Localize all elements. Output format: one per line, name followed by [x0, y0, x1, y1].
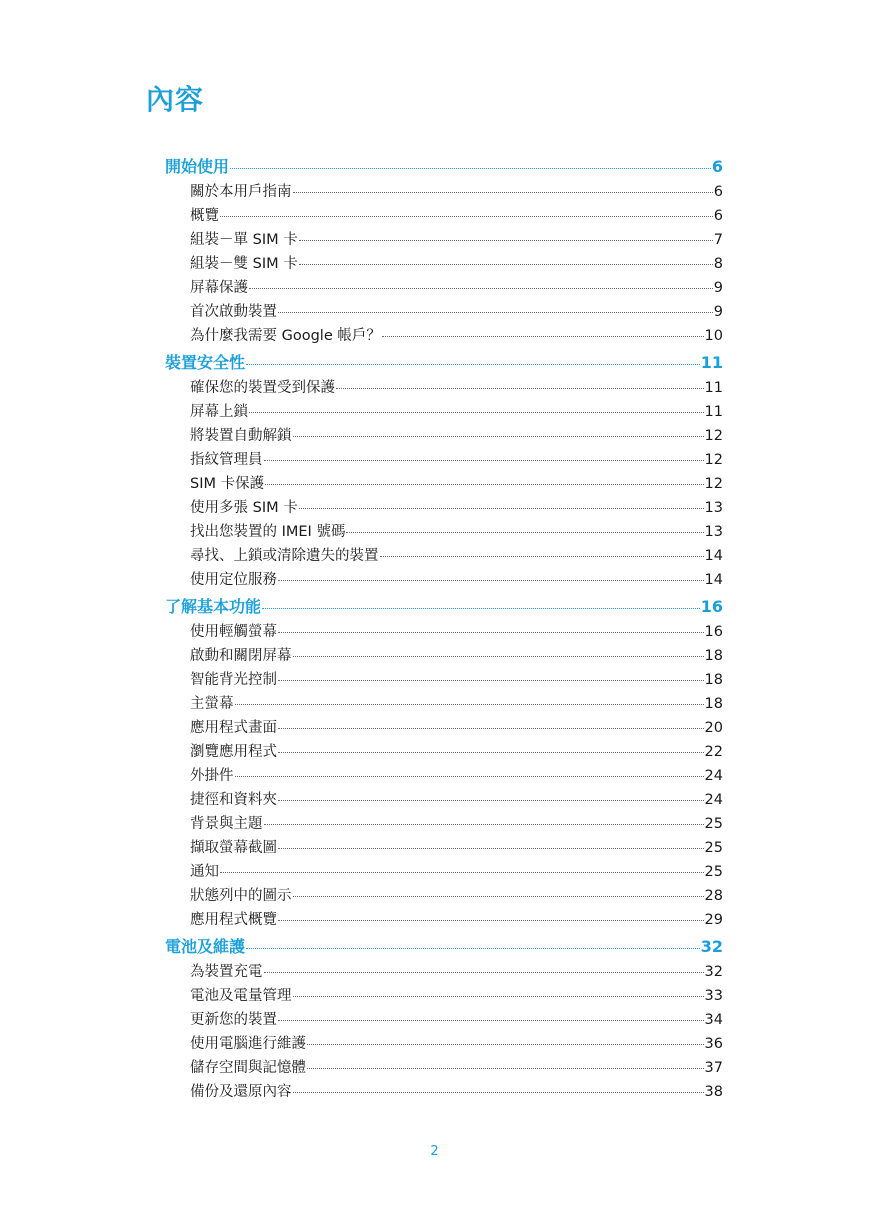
dot-leader: [299, 264, 713, 265]
entry-page: 13: [704, 500, 723, 516]
dot-leader: [246, 364, 700, 365]
dot-leader: [278, 800, 704, 801]
entry-title: 捷徑和資料夾: [190, 792, 277, 808]
dot-leader: [278, 920, 704, 921]
chapter-title: 裝置安全性: [165, 353, 246, 372]
dot-leader: [278, 680, 704, 681]
dot-leader: [307, 1068, 704, 1069]
entry-title: 應用程式畫面: [190, 720, 277, 736]
entry-page: 12: [704, 452, 723, 468]
toc-chapter[interactable]: [165, 934, 723, 960]
dot-leader: [293, 1092, 704, 1093]
entry-page: 24: [704, 792, 723, 808]
chapter-page: 32: [700, 937, 723, 956]
toc-chapter[interactable]: [165, 154, 723, 180]
toc-entry[interactable]: [165, 764, 723, 788]
entry-page: 6: [713, 208, 723, 224]
entry-title: 屏幕保護: [190, 280, 248, 296]
entry-page: 9: [713, 304, 723, 320]
dot-leader: [278, 752, 704, 753]
entry-title: 使用多張 SIM 卡: [190, 500, 298, 516]
toc-entry[interactable]: [165, 376, 723, 400]
entry-title: 關於本用戶指南: [190, 184, 292, 200]
dot-leader: [278, 728, 704, 729]
entry-title: 背景與主題: [190, 816, 263, 832]
toc-chapter[interactable]: [165, 350, 723, 376]
entry-title: 外掛件: [190, 768, 234, 784]
entry-title: 智能背光控制: [190, 672, 277, 688]
page-number: 2: [430, 1144, 439, 1159]
toc-entry[interactable]: [165, 448, 723, 472]
entry-title: 瀏覽應用程式: [190, 744, 277, 760]
entry-title: 通知: [190, 864, 219, 880]
entry-page: 14: [704, 572, 723, 588]
toc-entry[interactable]: [165, 1080, 723, 1104]
toc-entry[interactable]: [165, 692, 723, 716]
dot-leader: [336, 388, 704, 389]
dot-leader: [230, 168, 711, 169]
toc-entry[interactable]: [165, 276, 723, 300]
entry-title: 確保您的裝置受到保護: [190, 380, 335, 396]
dot-leader: [265, 484, 703, 485]
entry-page: 11: [704, 380, 723, 396]
chapter-title: 電池及維護: [165, 937, 246, 956]
entry-page: 36: [704, 1036, 723, 1052]
entry-page: 16: [704, 624, 723, 640]
chapter-page: 6: [711, 157, 723, 176]
dot-leader: [220, 872, 704, 873]
entry-page: 6: [713, 184, 723, 200]
dot-leader: [293, 896, 704, 897]
entry-page: 25: [704, 816, 723, 832]
entry-page: 18: [704, 648, 723, 664]
toc-entry[interactable]: [165, 496, 723, 520]
toc-section: [165, 350, 723, 592]
toc-entry[interactable]: [165, 300, 723, 324]
entry-title: 屏幕上鎖: [190, 404, 248, 420]
entry-page: 12: [704, 428, 723, 444]
entry-title: 概覽: [190, 208, 219, 224]
entry-title: 狀態列中的圖示: [190, 888, 292, 904]
toc-entry[interactable]: [165, 204, 723, 228]
dot-leader: [346, 532, 703, 533]
toc-entry[interactable]: [165, 544, 723, 568]
table-of-contents: [165, 154, 723, 1104]
dot-leader: [264, 972, 704, 973]
toc-entry[interactable]: [165, 324, 723, 348]
toc-entry[interactable]: [165, 620, 723, 644]
dot-leader: [278, 580, 704, 581]
dot-leader: [246, 948, 700, 949]
dot-leader: [293, 192, 713, 193]
toc-section: [165, 934, 723, 1104]
toc-entry[interactable]: [165, 424, 723, 448]
toc-entry[interactable]: [165, 568, 723, 592]
dot-leader: [293, 996, 704, 997]
dot-leader: [293, 436, 704, 437]
entry-title: 使用電腦進行維護: [190, 1036, 306, 1052]
entry-title: 為裝置充電: [190, 964, 263, 980]
dot-leader: [235, 704, 704, 705]
entry-title: 備份及還原內容: [190, 1084, 292, 1100]
entry-title: 尋找、上鎖或清除遺失的裝置: [190, 548, 379, 564]
entry-page: 20: [704, 720, 723, 736]
dot-leader: [264, 460, 704, 461]
entry-page: 24: [704, 768, 723, 784]
toc-entry[interactable]: [165, 908, 723, 932]
page-title: 內容: [146, 83, 205, 116]
entry-title: 啟動和關閉屏幕: [190, 648, 292, 664]
toc-entry[interactable]: [165, 740, 723, 764]
chapter-page: 11: [700, 353, 723, 372]
entry-page: 14: [704, 548, 723, 564]
entry-page: 37: [704, 1060, 723, 1076]
entry-title: 應用程式概覽: [190, 912, 277, 928]
entry-page: 33: [704, 988, 723, 1004]
entry-page: 25: [704, 840, 723, 856]
dot-leader: [380, 556, 704, 557]
entry-title: 更新您的裝置: [190, 1012, 277, 1028]
toc-entry[interactable]: [165, 472, 723, 496]
toc-section: [165, 594, 723, 932]
toc-entry[interactable]: [165, 860, 723, 884]
entry-page: 7: [713, 232, 723, 248]
entry-title: 擷取螢幕截圖: [190, 840, 277, 856]
entry-title: 主螢幕: [190, 696, 234, 712]
entry-title: 將裝置自動解鎖: [190, 428, 292, 444]
dot-leader: [249, 412, 704, 413]
toc-entry[interactable]: [165, 984, 723, 1008]
toc-entry[interactable]: [165, 180, 723, 204]
entry-page: 12: [704, 476, 723, 492]
toc-entry[interactable]: [165, 252, 723, 276]
toc-entry[interactable]: [165, 1008, 723, 1032]
entry-title: 組裝－單 SIM 卡: [190, 232, 298, 248]
toc-entry[interactable]: [165, 228, 723, 252]
toc-entry[interactable]: [165, 716, 723, 740]
toc-entry[interactable]: [165, 812, 723, 836]
entry-title: SIM 卡保護: [190, 476, 265, 492]
entry-page: 28: [704, 888, 723, 904]
dot-leader: [278, 632, 704, 633]
dot-leader: [249, 288, 713, 289]
dot-leader: [220, 216, 713, 217]
dot-leader: [382, 336, 704, 337]
entry-page: 25: [704, 864, 723, 880]
dot-leader: [293, 656, 704, 657]
chapter-title: 了解基本功能: [165, 597, 262, 616]
toc-chapter[interactable]: [165, 594, 723, 620]
entry-title: 找出您裝置的 IMEI 號碼: [190, 524, 346, 540]
toc-entry[interactable]: [165, 788, 723, 812]
dot-leader: [278, 1020, 704, 1021]
toc-entry[interactable]: [165, 400, 723, 424]
entry-title: 指紋管理員: [190, 452, 263, 468]
entry-title: 電池及電量管理: [190, 988, 292, 1004]
entry-page: 18: [704, 696, 723, 712]
entry-page: 11: [704, 404, 723, 420]
entry-title: 儲存空間與記憶體: [190, 1060, 306, 1076]
entry-title: 為什麼我需要 Google 帳戶？: [190, 328, 381, 344]
entry-page: 9: [713, 280, 723, 296]
entry-page: 8: [713, 256, 723, 272]
entry-page: 18: [704, 672, 723, 688]
entry-page: 13: [704, 524, 723, 540]
entry-page: 22: [704, 744, 723, 760]
entry-title: 組裝－雙 SIM 卡: [190, 256, 298, 272]
toc-entry[interactable]: [165, 520, 723, 544]
dot-leader: [299, 508, 704, 509]
entry-title: 使用定位服務: [190, 572, 277, 588]
toc-entry[interactable]: [165, 1032, 723, 1056]
chapter-page: 16: [700, 597, 723, 616]
dot-leader: [307, 1044, 704, 1045]
entry-page: 29: [704, 912, 723, 928]
entry-page: 10: [704, 328, 723, 344]
toc-entry[interactable]: [165, 836, 723, 860]
dot-leader: [264, 824, 704, 825]
chapter-title: 開始使用: [165, 157, 230, 176]
entry-page: 32: [704, 964, 723, 980]
toc-entry[interactable]: [165, 1056, 723, 1080]
entry-title: 首次啟動裝置: [190, 304, 277, 320]
toc-entry[interactable]: [165, 884, 723, 908]
toc-section: [165, 154, 723, 348]
dot-leader: [278, 312, 713, 313]
dot-leader: [235, 776, 704, 777]
toc-entry[interactable]: [165, 668, 723, 692]
toc-entry[interactable]: [165, 644, 723, 668]
entry-title: 使用輕觸螢幕: [190, 624, 277, 640]
dot-leader: [278, 848, 704, 849]
toc-entry[interactable]: [165, 960, 723, 984]
entry-page: 34: [704, 1012, 723, 1028]
dot-leader: [299, 240, 713, 241]
dot-leader: [262, 608, 700, 609]
entry-page: 38: [704, 1084, 723, 1100]
